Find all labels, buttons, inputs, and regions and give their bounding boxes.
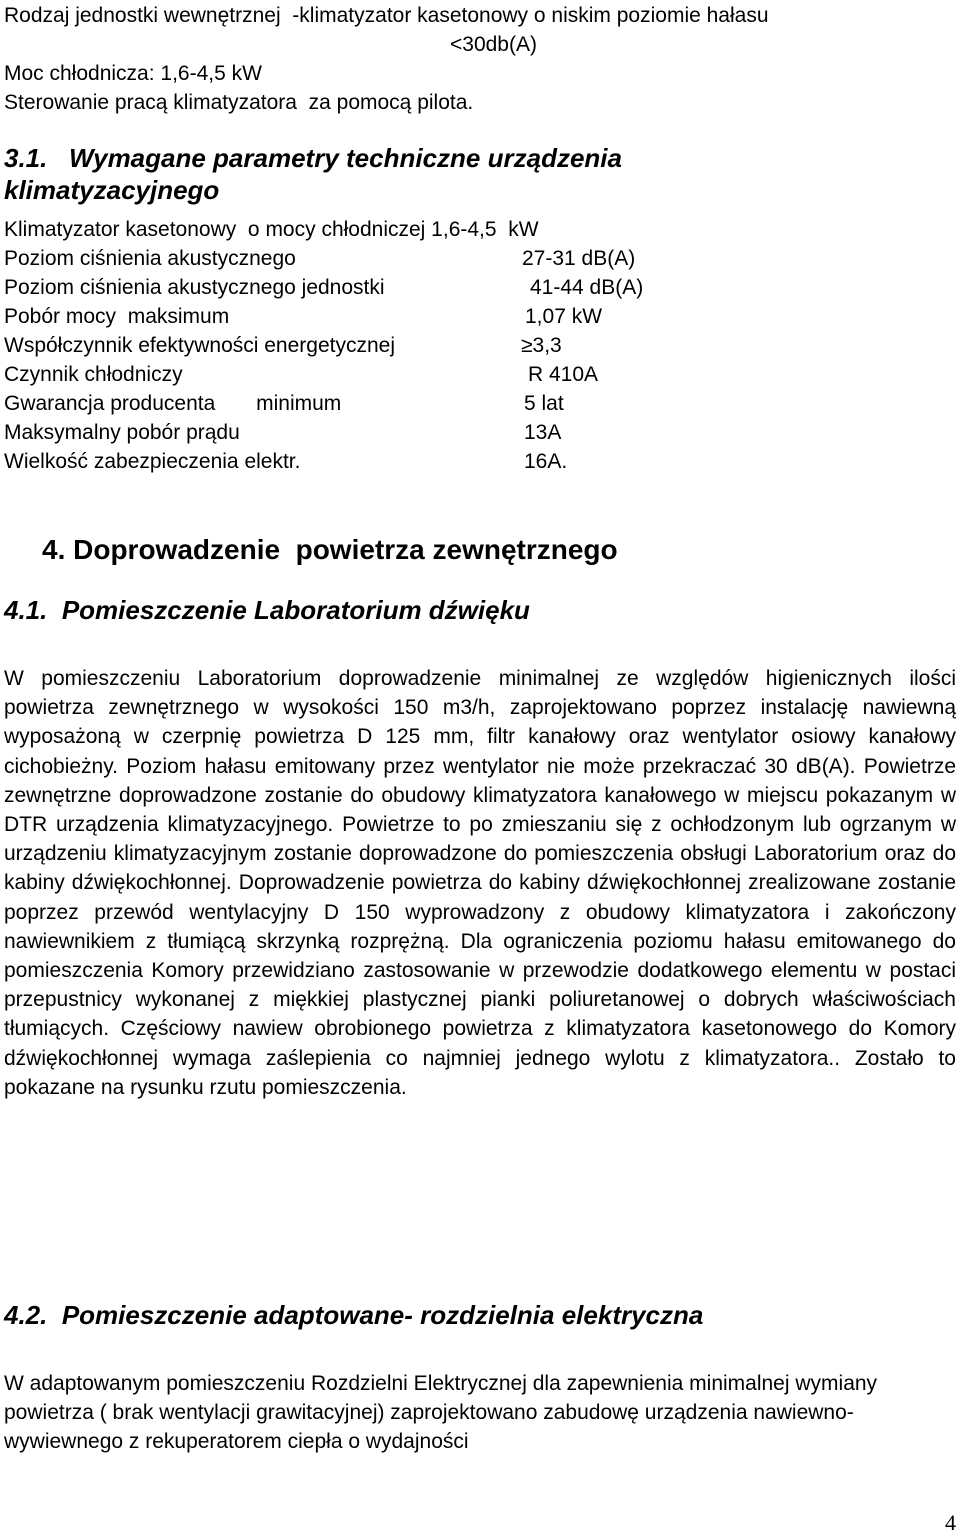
params-subtitle: Klimatyzator kasetonowy o mocy chłodniczej 1,6-4,5 kW [4, 218, 539, 241]
param-label: Czynnik chłodniczy [4, 363, 183, 386]
intro-line-2: <30db(A) [450, 33, 537, 56]
param-value: 41-44 dB(A) [530, 276, 644, 299]
section-4-2-paragraph: W adaptowanym pomieszczeniu Rozdzielni Elektrycznej dla zapewnienia minimalnej wymiany powietrza ( brak wentylacji grawitacyjnej) zaprojektowano zabudowę urządzenia nawiewno-wywiewnego z rekuperatorem ciepła o wydajności [4, 1372, 878, 1454]
param-label: Poziom ciśnienia akustycznego jednostki [4, 276, 385, 299]
param-value: 16A. [524, 450, 568, 473]
section-3-1-heading-line-2: klimatyzacyjnego [4, 175, 220, 205]
param-value: R 410A [528, 363, 599, 386]
param-label: Gwarancja producenta minimum [4, 392, 342, 415]
section-3-1-heading-line-1: 3.1. Wymagane parametry techniczne urządzenia [4, 143, 622, 173]
param-label: Maksymalny pobór prądu [4, 421, 240, 444]
section-4-1-paragraph: W pomieszczeniu Laboratorium doprowadzenie minimalnej ze względów higienicznych ilości powietrza zewnętrznego w wysokości 150 m3/h, zaprojektowano poprzez instalację nawiewną wyposażoną w czerpnię powietrza D 125 mm, filtr kanałowy oraz wentylator osiowy kanałowy cichobieżny. Poziom hałasu emitowany przez wentylator nie może przekraczać 30 dB(A). Powietrze zewnętrzne doprowadzone zostanie do obudowy klimatyzatora kanałowego w miejscu pokazanym w DTR urządzenia klimatyzacyjnego. Powietrze to po zmieszaniu się z ochłodzonym lub ogrzanym w urządzeniu klimatyzacyjnym zostanie doprowadzone do pomieszczenia obsługi Laboratorium oraz do kabiny dźwiękochłonnej. Doprowadzenie powietrza do kabiny dźwiękochłonnej zrealizowane zostanie poprzez przewód wentylacyjny D 150 wyprowadzony z obudowy klimatyzatora i zakończony nawiewnikiem z tłumiącą skrzynką rozprężną. Dla ograniczenia poziomu hałasu emitowanego do pomieszczenia Komory przewidziano zastosowanie w przewodzie dodatkowego elementu w postaci przepustnicy wykonanej z miękkiej plastycznej pianki poliuretanowej o dobrych właściwościach tłumiących. Częściowy nawiew obrobionego powietrza z klimatyzatora kasetonowego do Komory dźwiękochłonnej wymaga zaślepienia co najmniej jednego wylotu z klimatyzatora.. Zostało to pokazane na rysunku rzutu pomieszczenia. [4, 667, 956, 1099]
param-value: 1,07 kW [525, 305, 603, 328]
param-value: 5 lat [524, 392, 564, 415]
param-label: Wielkość zabezpieczenia elektr. [4, 450, 301, 473]
intro-line-1: Rodzaj jednostki wewnętrznej -klimatyzator kasetonowy o niskim poziomie hałasu [4, 4, 769, 27]
section-4-2-heading: 4.2. Pomieszczenie adaptowane- rozdzielnia elektryczna [4, 1300, 704, 1330]
param-value: 13A [524, 421, 562, 444]
param-label: Współczynnik efektywności energetycznej [4, 334, 396, 357]
page-number: 4 [945, 1510, 956, 1535]
param-value: ≥3,3 [521, 334, 562, 357]
param-value: 27-31 dB(A) [522, 247, 636, 270]
section-4-heading: 4. Doprowadzenie powietrza zewnętrznego [42, 534, 618, 565]
param-label: Poziom ciśnienia akustycznego [4, 247, 296, 270]
intro-line-4: Sterowanie pracą klimatyzatora za pomocą pilota. [4, 91, 474, 114]
intro-line-3: Moc chłodnicza: 1,6-4,5 kW [4, 62, 262, 85]
section-4-1-heading: 4.1. Pomieszczenie Laboratorium dźwięku [4, 595, 530, 625]
param-label: Pobór mocy maksimum [4, 305, 230, 328]
